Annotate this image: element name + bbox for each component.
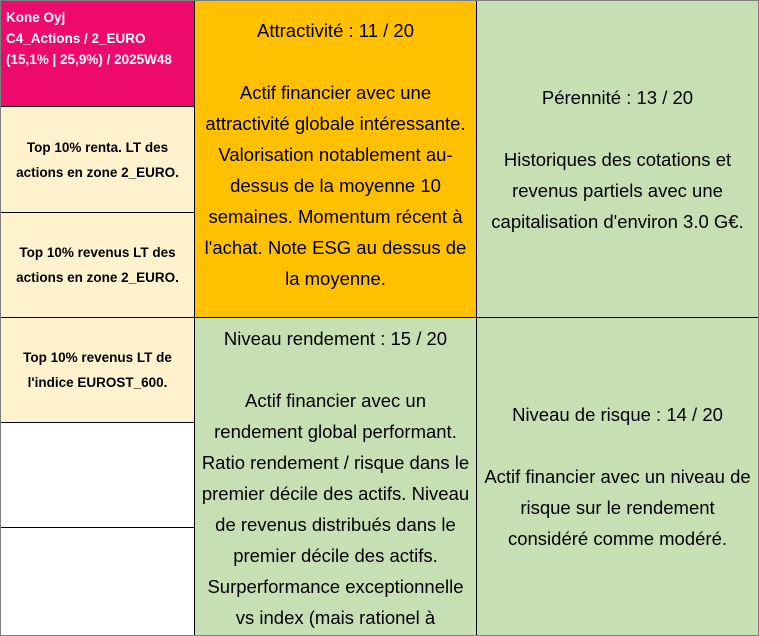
attractivite-panel	[194, 0, 477, 318]
side-label-revenus-indice	[0, 317, 195, 423]
asset-stats: (15,1% | 25,9%) / 2025W48	[6, 52, 172, 67]
empty-cell	[0, 527, 195, 636]
side-label-text: Top 10% renta. LT des actions en zone 2_EURO.	[16, 139, 179, 180]
empty-cell	[0, 422, 195, 528]
rendement-panel	[194, 317, 477, 636]
perennite-title: Pérennité : 13 / 20	[541, 86, 694, 108]
rendement-title: Niveau rendement : 15 / 20	[223, 328, 448, 349]
attractivite-title: Attractivité : 11 / 20	[257, 20, 414, 41]
side-label-text: Top 10% revenus LT des actions en zone 2_EURO.	[16, 245, 179, 285]
asset-name: Kone Oyj	[6, 10, 66, 25]
side-label-revenus-zone	[0, 212, 195, 318]
risque-panel	[476, 317, 759, 636]
risque-text: Actif financier avec un niveau de risque sur le rendement considéré comme modéré.	[484, 466, 751, 549]
asset-category: C4_Actions / 2_EURO	[6, 31, 146, 46]
attractivite-text: Actif financier avec une attractivité globale intéressante. Valorisation notablement au-dessus de la moyenne 10 semaines. Momentum récent à l'achat. Note ESG au dessus de la moyenne.	[204, 82, 467, 289]
side-label-renta	[0, 106, 195, 213]
rendement-text: Actif financier avec un rendement global performant. Ratio rendement / risque dans le premier décile des actifs. Niveau de revenus distribués dans le premier décile des actifs. Surperformance exceptionnelle vs index (mais rationel à	[201, 390, 470, 628]
risque-title: Niveau de risque : 14 / 20	[512, 404, 723, 425]
asset-header	[0, 0, 195, 107]
perennite-text: Historiques des cotations et revenus partiels avec une capitalisation d'environ 3.0 G€.	[491, 148, 744, 232]
perennite-panel	[476, 0, 759, 318]
side-label-text: Top 10% revenus LT de l'indice EUROST_600.	[23, 350, 172, 390]
